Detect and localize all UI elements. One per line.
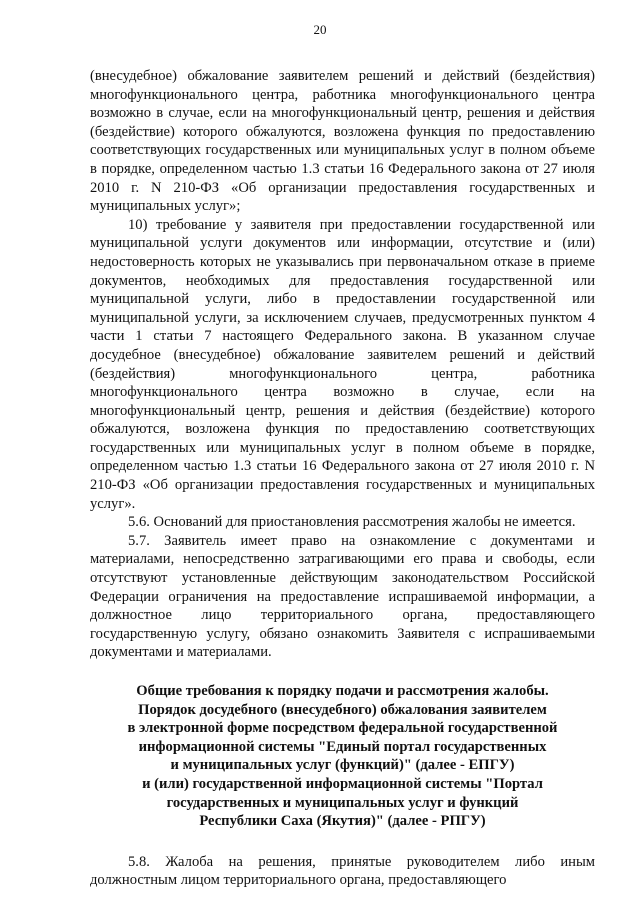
- heading-line: и (или) государственной информационной системы "Портал: [142, 775, 543, 792]
- heading-line: в электронной форме посредством федеральной государственной: [127, 720, 558, 737]
- paragraph-item-10: 10) требование у заявителя при предоставлении государственной или муниципальной услуги документов или информации, отсутствие и (или) недостоверность которых не указывались при первоначальном отказе в приеме документов, необходимых для предоставления государственной или муниципальной услуги, либо в предоставлении государственной или муниципальной услуги, за исключением случаев, предусмотренных пунктом 4 части 1 статьи 7 настоящего Федерального закона. В указанном случае досудебное (внесудебное) обжалование заявителем решений и действий (бездействия) многофункционального центра, работника многофункционального центра возможно в случае, если на многофункциональный центр, решения и действия (бездействие) которого обжалуются, возложена функция по предоставлению соответствующих государственных или муниципальных услуг в полном объеме в порядке, определенном частью 1.3 статьи 16 Федерального закона от 27 июля 2010 г. N 210-ФЗ «Об организации предоставления государственных и муниципальных услуг».: [90, 216, 595, 512]
- document-body: [90, 67, 595, 890]
- heading-line: Республики Саха (Якутия)" (далее - РПГУ): [199, 813, 486, 830]
- paragraph-5-8: 5.8. Жалоба на решения, принятые руководителем либо иным должностным лицом территориального органа, предоставляющего: [90, 853, 595, 889]
- section-heading: [90, 682, 595, 831]
- paragraph-5-6: 5.6. Оснований для приостановления рассмотрения жалобы не имеется.: [128, 514, 576, 531]
- heading-line: Общие требования к порядку подачи и рассмотрения жалобы.: [136, 683, 549, 699]
- heading-line: информационной системы "Единый портал государственных: [138, 738, 547, 755]
- heading-line: Порядок досудебного (внесудебного) обжалования заявителем: [138, 701, 547, 718]
- heading-line: и муниципальных услуг (функций)" (далее - ЕПГУ): [170, 757, 515, 774]
- paragraph-5-7: 5.7. Заявитель имеет право на ознакомление с документами и материалами, непосредственно затрагивающими его права и свободы, если отсутствуют установленные действующим законодательством Российской Федерации ограничения на предоставление испрашиваемой информации, а должностное лицо территориального органа, предоставляющего государственную услугу, обязано ознакомить Заявителя с испрашиваемыми документами и материалами.: [90, 532, 595, 661]
- page-number: 20: [313, 22, 327, 37]
- heading-line: государственных и муниципальных услуг и функций: [166, 794, 519, 811]
- paragraph-continuation: (внесудебное) обжалование заявителем решений и действий (бездействия) многофункционального центра, работника многофункционального центра возможно в случае, если на многофункциональный центр, решения и действия (бездействие) которого обжалуются, возложена функция по предоставлению соответствующих государственных или муниципальных услуг в полном объеме в порядке, определенном частью 1.3 статьи 16 Федерального закона от 27 июля 2010 г. N 210-ФЗ «Об организации предоставления государственных и муниципальных услуг»;: [90, 68, 595, 215]
